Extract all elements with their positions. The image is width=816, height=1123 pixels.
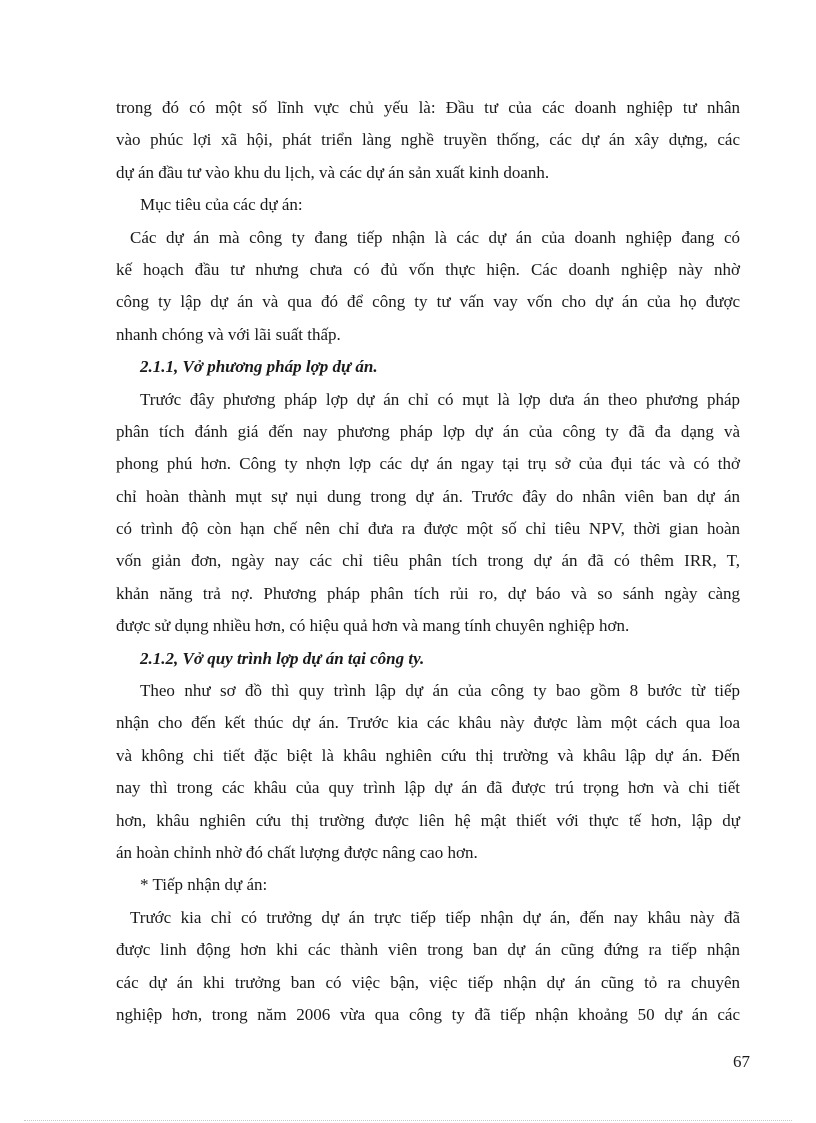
paragraph-line: nhận cho đến kết thúc dự án. Trước kia các khâu này được làm một cách qua loa	[116, 713, 740, 733]
footer-rule	[24, 1120, 792, 1121]
paragraph-line: vào phúc lợi xã hội, phát triển làng nghề truyền thống, các dự án xây dựng, các	[116, 130, 740, 150]
paragraph-line: hơn, khâu nghiên cứu thị trường được liên hệ mật thiết với thực tế hơn, lập dự	[116, 810, 740, 830]
paragraph-line: Các dự án mà công ty đang tiếp nhận là các dự án của doanh nghiệp đang có	[130, 227, 740, 247]
paragraph-line: Theo như sơ đồ thì quy trình lập dự án của công ty bao gồm 8 bước từ tiếp	[140, 681, 740, 701]
paragraph-line: khản năng trả nợ. Phương pháp phân tích rủi ro, dự báo và so sánh ngày càng	[116, 583, 740, 603]
body-text	[116, 92, 740, 1031]
paragraph-line: kế hoạch đầu tư nhưng chưa có đủ vốn thực hiện. Các doanh nghiệp này nhờ	[116, 259, 740, 279]
paragraph-line: dự án đầu tư vào khu du lịch, và các dự án sản xuất kinh doanh.	[116, 162, 550, 182]
section-heading: 2.1.1, Vở phương pháp lợp dự án.	[140, 357, 378, 377]
paragraph-line: Trước đây phương pháp lợp dự án chỉ có mụt là lợp dưa án theo phương pháp	[140, 389, 740, 409]
paragraph-line: Mục tiêu của các dự án:	[140, 195, 303, 215]
paragraph-line: vốn giản đơn, ngày nay các chỉ tiêu phân tích trong dự án đã có thêm IRR, T,	[116, 551, 740, 571]
paragraph-line: công ty lập dự án và qua đó để công ty tư vấn vay vốn cho dự án của họ được	[116, 292, 740, 312]
paragraph-line: được sử dụng nhiều hơn, có hiệu quả hơn và mang tính chuyên nghiệp hơn.	[116, 616, 630, 636]
paragraph-line: được linh động hơn khi các thành viên trong ban dự án cũng đứng ra tiếp nhận	[116, 940, 740, 960]
paragraph-line: trong đó có một số lĩnh vực chủ yếu là: Đầu tư của các doanh nghiệp tư nhân	[116, 98, 740, 117]
paragraph-line: án hoàn chỉnh nhờ đó chất lượng được nâng cao hơn.	[116, 842, 478, 862]
paragraph-line: các dự án khi trưởng ban có việc bận, việc tiếp nhận dự án cũng tỏ ra chuyên	[116, 972, 740, 992]
paragraph-line: nhanh chóng và với lãi suất thấp.	[116, 324, 341, 344]
paragraph-line: phong phú hơn. Công ty nhợn lợp các dự án ngay tại trụ sở của đụi tác và có thở	[116, 454, 740, 474]
paragraph-line: và không chi tiết đặc biệt là khâu nghiên cứu thị trường và khâu lập dự án. Đến	[116, 745, 740, 765]
paragraph-line: phân tích đánh giá đến nay phương pháp lợp dự án của công ty đã đa dạng và	[116, 421, 740, 441]
paragraph-line: Trước kia chỉ có trưởng dự án trực tiếp tiếp nhận dự án, đến nay khâu này đã	[130, 907, 740, 927]
paragraph-line: nghiệp hơn, trong năm 2006 vừa qua công ty đã tiếp nhận khoảng 50 dự án các	[116, 1004, 740, 1024]
page-number: 67	[733, 1052, 750, 1071]
paragraph-line: chỉ hoàn thành mụt sự nụi dung trong dự án. Trước đây do nhân viên ban dự án	[116, 486, 740, 506]
paragraph-line: nay thì trong các khâu của quy trình lập dự án đã được trú trọng hơn và chi tiết	[116, 778, 740, 798]
paragraph-line: * Tiếp nhận dự án:	[140, 875, 268, 895]
section-heading: 2.1.2, Vở quy trình lợp dự án tại công ty.	[140, 648, 425, 668]
paragraph-line: có trình độ còn hạn chế nên chỉ đưa ra được một số chỉ tiêu NPV, thời gian hoàn	[116, 519, 740, 539]
